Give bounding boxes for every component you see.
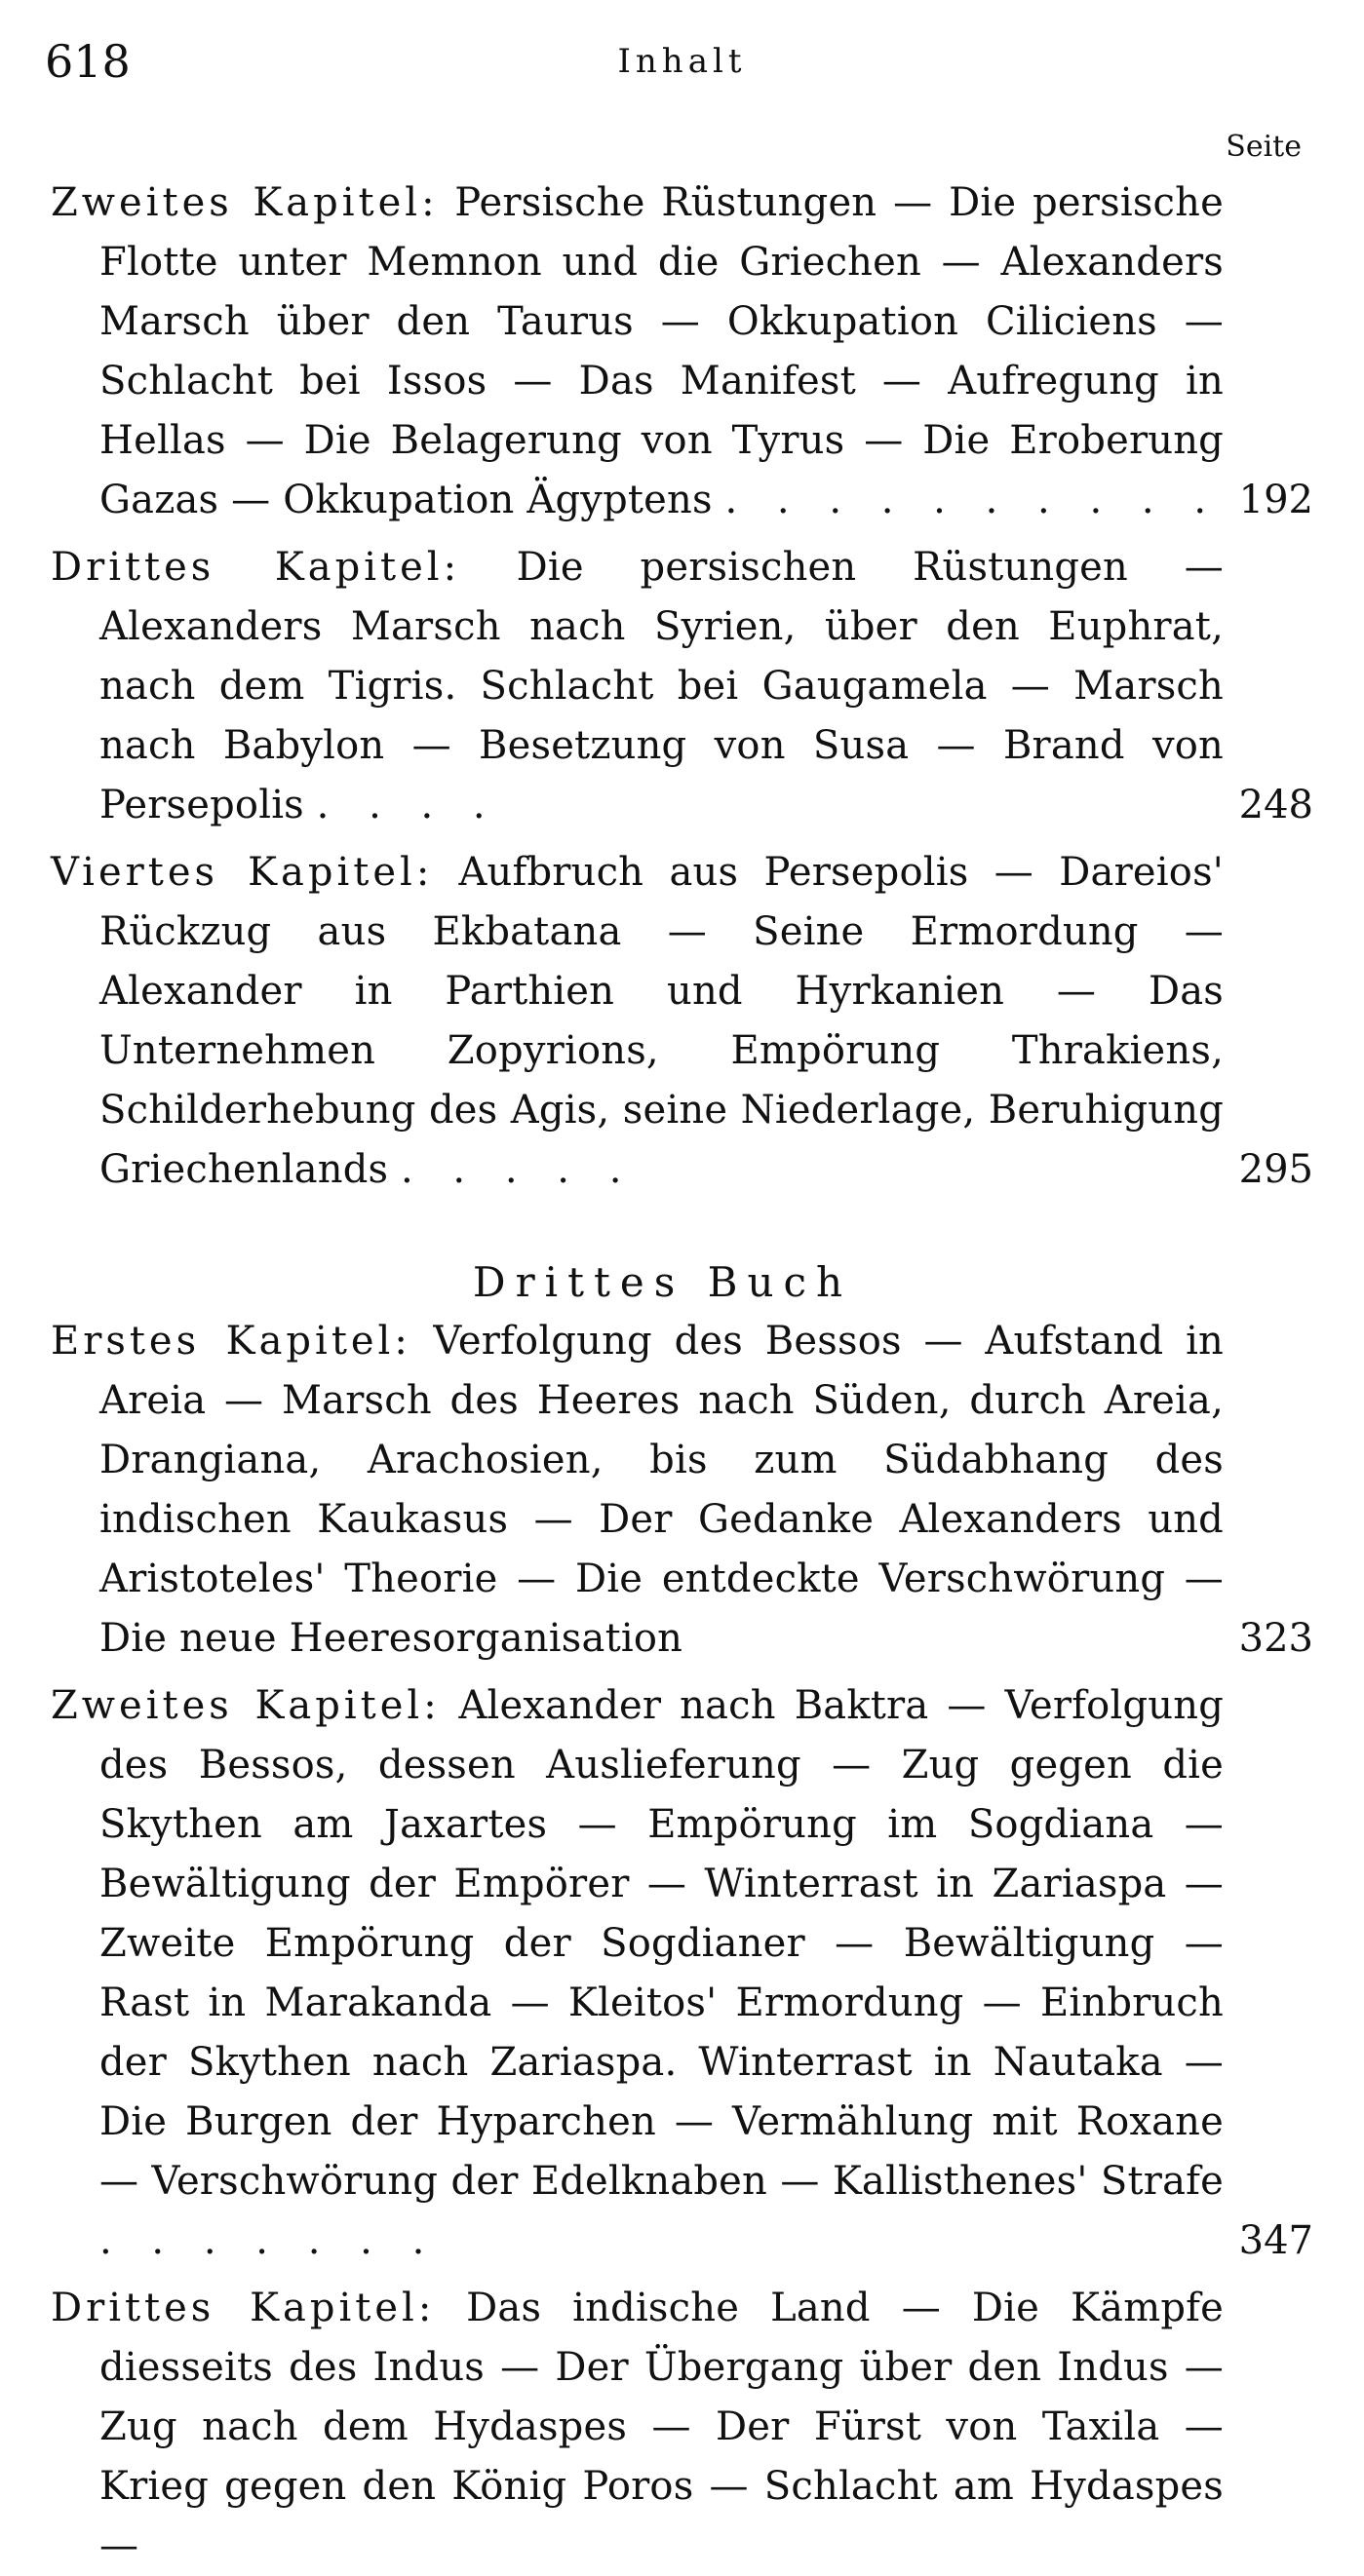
page-reference: 295: [1238, 1147, 1313, 1192]
chapter-heading: Drittes Kapitel:: [51, 2286, 436, 2330]
dot-leader: . . . .: [316, 783, 499, 827]
chapter-summary: Das indische Land — Die Kämpfe diesseits des Indus — Der Übergang über den Indus — Zug nach dem Hydaspes — Der Fürst von Taxila — Krieg gegen den König Poros — Schlacht am Hydaspes —: [99, 2286, 1225, 2568]
toc-entry: [51, 2279, 1313, 2576]
toc-entry: [51, 1676, 1313, 2271]
chapter-heading: Erstes Kapitel:: [51, 1319, 411, 1364]
dot-leader: . . . . . . .: [99, 2218, 439, 2263]
page-reference: 323: [1238, 1616, 1313, 1661]
toc-entry: [51, 1312, 1313, 1669]
chapter-heading: Drittes Kapitel:: [51, 545, 461, 590]
page-reference: 347: [1238, 2218, 1313, 2263]
page-reference: 192: [1238, 478, 1313, 522]
dot-leader: . . . . . . . . . .: [724, 478, 1221, 522]
chapter-heading: Zweites Kapitel:: [51, 1683, 441, 1728]
dot-leader: . . . . .: [401, 1147, 636, 1192]
chapter-summary: Persische Rüstungen — Die persische Flotte unter Memnon und die Griechen — Alexanders Marsch über den Taurus — Okkupation Ciliciens — Schlacht bei Issos — Das Manifest — Aufregung in Hellas — Die Belagerung von Tyrus — Die Eroberung Gazas — Okkupation Ägyptens: [99, 180, 1224, 522]
table-of-contents: [51, 173, 1313, 2576]
page-column-label: Seite: [1226, 130, 1302, 164]
page-reference: 248: [1238, 783, 1313, 827]
chapter-summary: Verfolgung des Bessos — Aufstand in Areia — Marsch des Heeres nach Süden, durch Areia, Drangiana, Arachosien, bis zum Südabhang des indischen Kaukasus — Der Gedanke Alexanders und Aristoteles' Theorie — Die entdeckte Verschwörung — Die neue Heeresorganisation: [99, 1319, 1225, 1661]
toc-entry: [51, 173, 1313, 530]
chapter-summary: Aufbruch aus Persepolis — Dareios' Rückzug aus Ekbatana — Seine Ermordung — Alexander in Parthien und Hyrkanien — Das Unternehmen Zopyrions, Empörung Thrakiens, Schilderhebung des Agis, seine Niederlage, Beruhigung Griechenlands: [99, 850, 1224, 1192]
toc-entry: [51, 538, 1313, 835]
chapter-summary: Die persischen Rüstungen — Alexanders Marsch nach Syrien, über den Euphrat, nach dem Tigris. Schlacht bei Gaugamela — Marsch nach Babylon — Besetzung von Susa — Brand von Persepolis: [99, 545, 1224, 827]
page-number: 618: [45, 35, 131, 88]
book-title: Drittes Buch: [472, 1258, 853, 1306]
toc-entry: [51, 843, 1313, 1200]
chapter-heading: Zweites Kapitel:: [51, 180, 439, 225]
chapter-summary: Alexander nach Baktra — Verfolgung des Bessos, dessen Auslieferung — Zug gegen die Skythen am Jaxartes — Empörung im Sogdiana — Bewältigung der Empörer — Winterrast in Zariaspa — Zweite Empörung der Sogdianer — Bewältigung — Rast in Marakanda — Kleitos' Ermordung — Einbruch der Skythen nach Zariaspa. Winterrast in Nautaka — Die Burgen der Hyparchen — Vermählung mit Roxane — Verschwörung der Edelknaben — Kallisthenes' Strafe: [99, 1683, 1224, 2204]
chapter-heading: Viertes Kapitel:: [51, 850, 434, 895]
running-head: Inhalt: [617, 42, 747, 81]
